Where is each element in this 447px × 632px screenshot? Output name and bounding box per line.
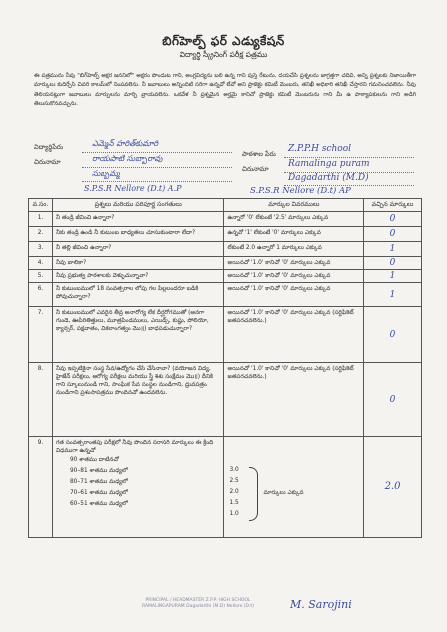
table-row: [29, 437, 422, 538]
table-row: [29, 283, 422, 307]
student-name-label: విద్యార్థిపేరు: [34, 143, 63, 151]
table-row: [29, 227, 422, 242]
father-name-line: [82, 167, 232, 168]
address-label-right: చిరునామా: [242, 165, 269, 173]
father-name-value: రాయపాటి సుబ్బారావు: [92, 154, 163, 163]
table-row: [29, 363, 422, 437]
table-header-row: [29, 199, 422, 212]
district-value-left: S.P.S.R Nellore (D.t) A.P: [84, 184, 182, 193]
row-question: [52, 437, 224, 538]
document-title: బిగ్‌హెల్ప్ ఫర్ ఎడ్యుకేషన్: [162, 34, 285, 48]
row-score: 0: [364, 257, 422, 270]
row-number: 4.: [29, 257, 53, 270]
col-header-no: వ.సం.: [29, 199, 53, 212]
row-score: 0: [364, 227, 422, 242]
row-score: 0: [364, 363, 422, 437]
row-number: 7.: [29, 307, 53, 363]
scale-item: 1.5: [229, 500, 239, 506]
row-question: నీకు తండ్రి ఉండి నీ కుటుంబ బాధ్యతలు చూసుకుంటారా లేదా?: [52, 227, 224, 242]
row-marks: ఉన్నవో '1' లేకుంటే '0' మార్కులు ఎక్కువ: [224, 227, 364, 242]
table-row: [29, 257, 422, 270]
mother-name-value: సుబ్బమ్మ: [92, 169, 120, 178]
district-value: S.P.S.R Nellore (D.t) AP: [250, 186, 351, 196]
document-subtitle: విద్యార్థి స్క్రీనింగ్ పరీక్ష పత్రము: [179, 50, 268, 59]
school-stamp: PRINCIPAL / HEADMASTER Z.P.P. HIGH SCHOOL RAMALINGAPURAM Dagadarthi (M.D) Nellore (D.t): [142, 598, 254, 609]
row-question: నీ తల్లి జీవించి ఉన్నారా?: [52, 242, 224, 257]
col-header-marks: మార్కుల వివరములు: [224, 199, 364, 212]
row-score: 1: [364, 242, 422, 257]
row-question: నీ తండ్రి జీవించి ఉన్నారా?: [52, 212, 224, 227]
grade-item: 80–71 శాతము మధ్యలో: [69, 479, 128, 485]
table-row: [29, 212, 422, 227]
row-marks: అయినచో '1.0' కానిచో '0' మార్కులు ఎక్కువ (సర్టిఫికెట్ జతపరచవలెను.): [224, 363, 364, 437]
school-line: [284, 157, 414, 158]
instructions-paragraph: ఈ పత్రమును నీవు "బిగ్‌హెల్ప్ అక్షర జననిలో" అక్షరం పొందుట గాని, అంగ్లవిద్యను బలి ఉన్న గాని పుస్తె రేటును, దయచేసి ప్రశ్నలను జాగ్రత్తగా చదివి, అన్ని ప్రశ్నలకు నిజాయితీగా మార్కులు కుదిర్చేసి చివరి కాలమ్‌లో నింపవలెను. నీ జవాబులు అన్నిందిటి సరిగా ఉన్నవో లేవో అని ప్రాజెక్టు కమిటీ మెంబరు, తనిఖీ అధికారి తనిఖీ చేస్తారని గమనించవలెను. నీవు తెలియనట్లుగా జవాబులు మార్చులను మార్చి వ్రాయవలెను. ఒకవేళ నీ ప్రశ్నమైన అర్హమై కానిచో ప్రాజెక్టు కమిటీ మెంబరును గాని మీ ఉ పాఠ్యాపకులను గాని అడిగి తెలుసుకొనవచ్చును.: [34, 73, 416, 108]
row-marks: లేకుంటే 2.0 ఉన్నారో 1 మార్కులు ఎక్కువ: [224, 242, 364, 257]
row-question: నీ కుటుంబములో ఎవరైన తీవ్ర అనారోగ్య లేక దీర్ఘరోగముతో (అనగా గుండె, ఊపిరితిత్తులు, మూత్రపిండములు, ఎయిడ్స్, కుష్టు, పోలియో, క్యాన్సర్, పక్షవాతం, వికలాంగత్వం మొ॥) బాధపడుచున్నారా?: [52, 307, 224, 363]
mother-name-line: [82, 181, 232, 182]
grade-item: 70–61 శాతము మధ్యలో: [69, 490, 128, 496]
row-marks: అయినచో '1.0' కానిచో '0' మార్కులు ఎక్కువ: [224, 257, 364, 270]
scale-item: 2.5: [229, 478, 239, 484]
marks-note: మార్కులు ఎక్కువ: [263, 490, 304, 496]
row-number: 8.: [29, 363, 53, 437]
row-score: 2.0: [364, 437, 422, 538]
col-header-question: ప్రశ్నలు మరియు పరిపూర్ణ సంగతులు: [52, 199, 224, 212]
row-marks: అయినచో '1.0' కానిచో '0' మార్కులు ఎక్కువ: [224, 283, 364, 307]
row-score: 0: [364, 307, 422, 363]
mandal-value: Dagadarthi (M.D): [288, 173, 369, 183]
grade-list: [56, 455, 221, 510]
row-marks: [224, 437, 364, 538]
grade-question: గత సంవత్సరాంతపు పరీక్షలో నీవు పొందిన సరాసరి మార్కులు ఈ క్రింది విధముగా ఉన్నచో: [55, 440, 214, 454]
row-question: నీవు బాలికా?: [52, 257, 224, 270]
grade-item: 90 శాతము దాటినచో: [69, 457, 119, 463]
row-score: 1: [364, 270, 422, 283]
row-marks: అయినచో '1.0' కానిచో '0' మార్కులు ఎక్కువ (సర్టిఫికెట్ జతపరచవలెను.): [224, 307, 364, 363]
marks-scale: [229, 465, 238, 520]
row-number: 6.: [29, 283, 53, 307]
scale-brace: [249, 467, 258, 521]
scale-item: 1.0: [229, 511, 239, 517]
row-number: 5.: [29, 270, 53, 283]
row-score: 1: [364, 283, 422, 307]
row-question: నీవు ఇప్పటికైనా సంస్థ సేవ/ఉద్యోగం చేసి చేసినావా? (వయోజన విద్య, హైజేన్ పరీక్షలు, ఆరోగ్య పరీక్షలు మరియు స్త్రీ శిశు సంక్షేమం మొ॥) దీనికి గాని స్కూలునుండి గాని, సాంఘిక సేవ సంస్థల నుండిగాని, ధ్రువపత్రం నుండిగాని ప్రశంసాపత్రము పొందినచో ఉందవలెను.: [52, 363, 224, 437]
signature: M. Sarojini: [290, 598, 352, 611]
row-marks: అయినచో '1.0' కానిచో '0' మార్కులు ఎక్కువ: [224, 270, 364, 283]
row-number: 3.: [29, 242, 53, 257]
row-score: 0: [364, 212, 422, 227]
row-question: నీ కుటుంబములో 18 సంవత్సరాల లోపు గల పిల్లలందరూ బడికి పోవుచున్నారా?: [52, 283, 224, 307]
scale-item: 3.0: [229, 467, 239, 473]
row-marks: ఉన్నారో '0' లేకుంటే '2.5' మార్కులు ఎక్కువ: [224, 212, 364, 227]
row-number: 1.: [29, 212, 53, 227]
student-name-line: [82, 152, 232, 153]
school-label: పాఠశాల పేరు: [242, 150, 276, 158]
row-number: 9.: [29, 437, 53, 538]
scale-item: 2.0: [229, 489, 239, 495]
table-row: [29, 270, 422, 283]
row-question: నీవు ప్రభుత్వ పాఠశాలకు వెళ్ళుచున్నావా?: [52, 270, 224, 283]
address-value: Ramalinga puram: [288, 159, 370, 169]
screening-table: [28, 198, 422, 538]
grade-item: 60–51 శాతము మధ్యలో: [69, 501, 128, 507]
school-value: Z.P.P.H school: [288, 144, 352, 154]
col-header-score: వచ్చిన మార్కులు: [364, 199, 422, 212]
table-row: [29, 307, 422, 363]
table-row: [29, 242, 422, 257]
student-name-value: ఎమ్మెన్ హరిత్‌కుమారి: [92, 139, 159, 148]
grade-item: 90–81 శాతము మధ్యలో: [69, 468, 128, 474]
address-label: చిరునామా: [34, 158, 61, 166]
row-number: 2.: [29, 227, 53, 242]
